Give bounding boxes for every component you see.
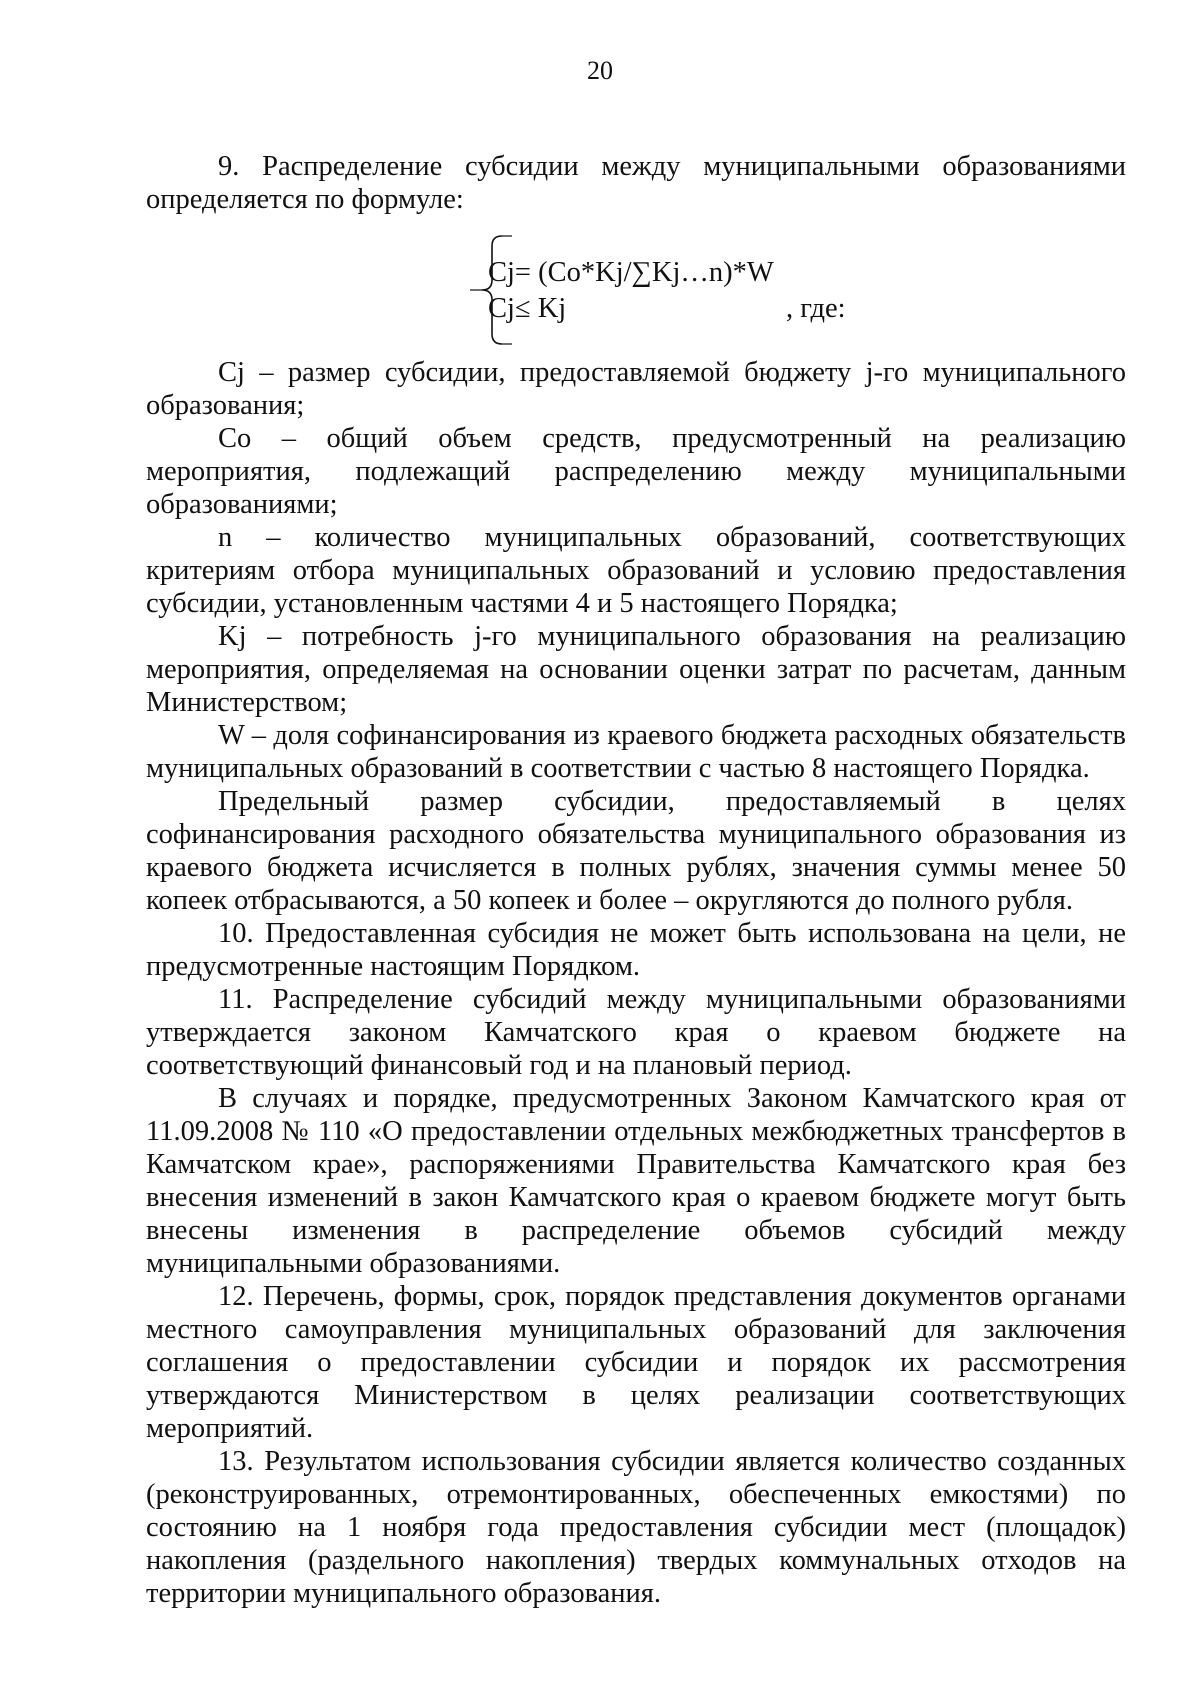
paragraph-9: 9. Распределение субсидии между муниципальными образованиями определяется по формуле: bbox=[146, 151, 1126, 215]
paragraph-limit: Предельный размер субсидии, предоставляемый в целях софинансирования расходного обязательства муниципального образования из краевого бюджета исчисляется в полных рублях, значения суммы менее 50 копеек отбрасываются, а 50 копеек и более – округляются до полного рубля. bbox=[146, 786, 1126, 916]
paragraph-w: W – доля софинансирования из краевого бюджета расходных обязательств муниципальных образований в соответствии с частью 8 настоящего Порядка. bbox=[146, 720, 1126, 784]
paragraph-12: 12. Перечень, формы, срок, порядок представления документов органами местного самоуправления муниципальных образований для заключения соглашения о предоставлении субсидии и порядок их рассмотрения утверждаются Министерством в целях реализации соответствующих мероприятий. bbox=[146, 1281, 1126, 1444]
paragraph-11: 11. Распределение субсидий между муниципальными образованиями утверждается законом Камчатского края о краевом бюджете на соответствующий финансовый год и на плановый период. bbox=[146, 984, 1126, 1081]
formula-block bbox=[146, 218, 1126, 350]
formula-where-label: , где: bbox=[786, 293, 846, 324]
paragraph-10: 10. Предоставленная субсидия не может быть использована на цели, не предусмотренные настоящим Порядком. bbox=[146, 918, 1126, 982]
paragraph-n: n – количество муниципальных образований, соответствующих критериям отбора муниципальных образований и условию предоставления субсидии, установленным частями 4 и 5 настоящего Порядка; bbox=[146, 522, 1126, 619]
formula-line-1: Cj= (Co*Kj/∑Kj…n)*W bbox=[488, 257, 774, 288]
paragraph-cj: Cj – размер субсидии, предоставляемой бюджету j-го муниципального образования; bbox=[146, 357, 1126, 421]
document-body bbox=[146, 150, 1126, 1610]
page-number: 20 bbox=[587, 56, 613, 85]
paragraph-cases: В случаях и порядке, предусмотренных Законом Камчатского края от 11.09.2008 № 110 «О предоставлении отдельных межбюджетных трансфертов в Камчатском крае», распоряжениями Правительства Камчатского края без внесения изменений в закон Камчатского края о краевом бюджете могут быть внесены изменения в распределение объемов субсидий между муниципальными образованиями. bbox=[146, 1083, 1126, 1279]
paragraph-co: Co – общий объем средств, предусмотренный на реализацию мероприятия, подлежащий распределению между муниципальными образованиями; bbox=[146, 423, 1126, 520]
paragraph-kj: Kj – потребность j-го муниципального образования на реализацию мероприятия, определяемая на основании оценки затрат по расчетам, данным Министерством; bbox=[146, 621, 1126, 718]
paragraph-13: 13. Результатом использования субсидии является количество созданных (реконструированных, отремонтированных, обеспеченных емкостями) по состоянию на 1 ноября года предоставления субсидии мест (площадок) накопления (раздельного накопления) твердых коммунальных отходов на территории муниципального образования. bbox=[146, 1446, 1126, 1609]
formula-line-2: Cj≤ Kj bbox=[488, 293, 567, 324]
curly-brace-icon bbox=[460, 232, 520, 348]
